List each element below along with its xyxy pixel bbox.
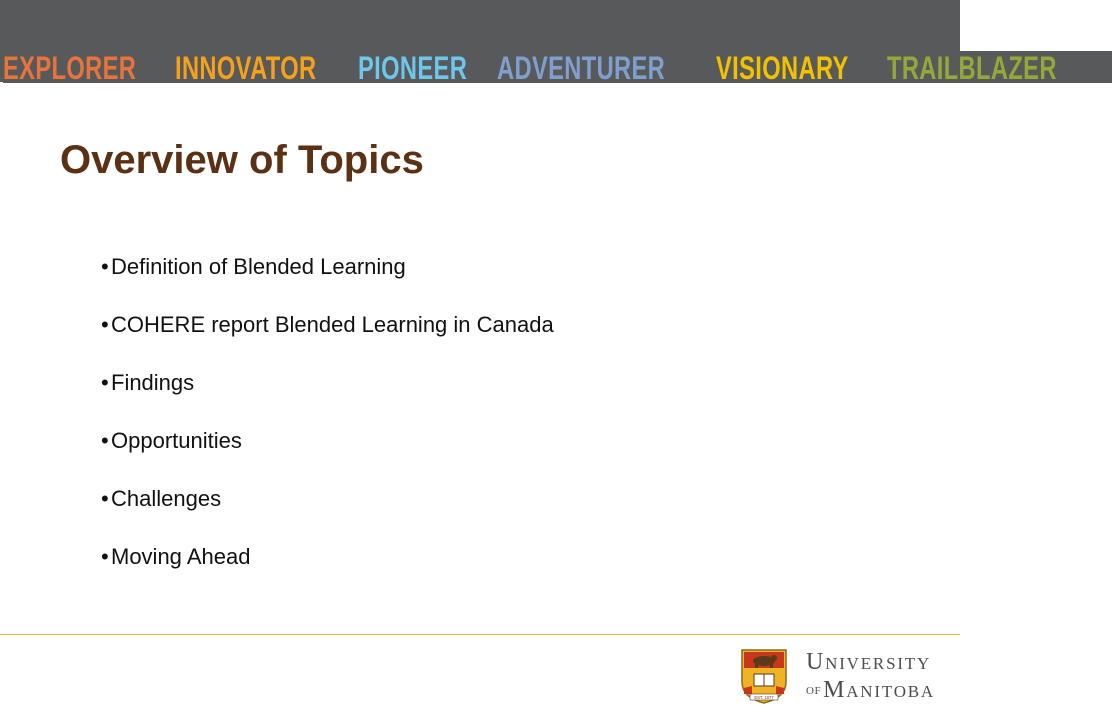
tagline-word-innovator: INNOVATOR	[174, 50, 317, 86]
tagline-word-explorer: EXPLORER	[3, 50, 137, 86]
topic-item	[101, 369, 554, 427]
university-logo	[740, 648, 935, 704]
topic-text: Opportunities	[111, 428, 242, 453]
logo-line-manitoba	[806, 678, 935, 702]
tagline-word-pioneer: PIONEER	[357, 50, 467, 86]
logo-manitoba-text: Manitoba	[823, 677, 935, 703]
slide-title: Overview of Topics	[60, 138, 424, 182]
tagline-word-adventurer: ADVENTURER	[496, 50, 665, 86]
logo-of: OF	[806, 685, 822, 697]
tagline-word-visionary: VISIONARY	[715, 50, 849, 86]
crest-text: EST. 1877	[754, 694, 774, 700]
topic-text: Moving Ahead	[111, 544, 251, 569]
topic-list	[101, 253, 554, 601]
topic-text: Definition of Blended Learning	[111, 254, 406, 279]
bullet-marker: •	[101, 312, 109, 337]
tagline-word-trailblazer: TRAILBLAZER	[886, 50, 1057, 86]
topic-text: Findings	[111, 370, 195, 395]
footer-divider	[0, 634, 960, 635]
topic-item	[101, 253, 554, 311]
bullet-marker: •	[101, 254, 109, 279]
university-wordmark	[806, 650, 935, 702]
tagline-banner	[3, 50, 1112, 86]
topic-item	[101, 427, 554, 485]
bullet-marker: •	[101, 370, 109, 395]
bullet-marker: •	[101, 428, 109, 453]
bullet-marker: •	[101, 544, 109, 569]
bullet-marker: •	[101, 486, 109, 511]
university-crest-icon	[740, 648, 788, 704]
topic-item	[101, 311, 554, 369]
topic-item	[101, 485, 554, 543]
logo-line-university: University	[806, 649, 932, 675]
topic-text: COHERE report Blended Learning in Canada	[111, 312, 554, 337]
topic-text: Challenges	[111, 486, 222, 511]
topic-item	[101, 543, 554, 601]
